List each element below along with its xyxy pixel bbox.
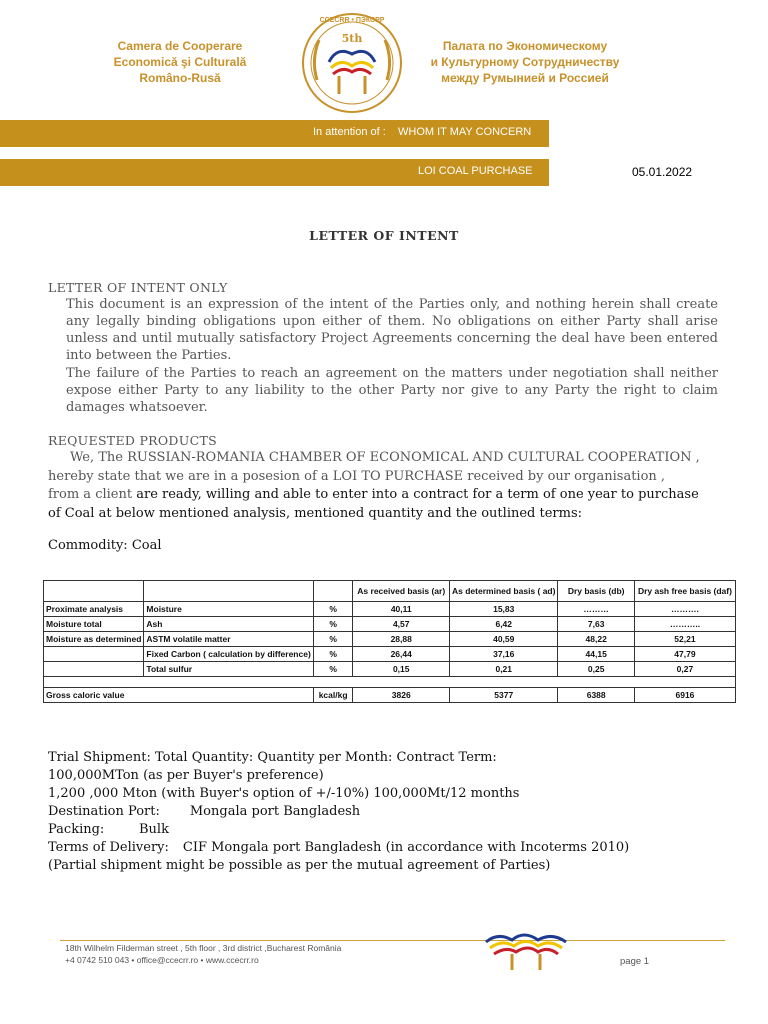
cell-value: 37,16 xyxy=(450,647,558,662)
row-group xyxy=(44,662,144,677)
products-heading: REQUESTED PRODUCTS xyxy=(48,433,217,448)
row-group: Moisture total xyxy=(44,617,144,632)
cell-value: 6916 xyxy=(634,688,735,703)
row-unit: % xyxy=(313,617,353,632)
row-group: Moisture as determined xyxy=(44,632,144,647)
table-row-gross-caloric xyxy=(44,688,736,703)
loi-paragraph-1: This document is an expression of the intent of the Parties only, and nothing herein shall create any legally binding obligations upon either of them. No obligations on either Party shall arise unless and until mutually satisfactory Project Agreements concerning the deal have been entered into between the Parties. xyxy=(66,297,718,363)
table-row xyxy=(44,647,736,662)
destination-port-line xyxy=(48,803,728,821)
cell-value: 0,27 xyxy=(634,662,735,677)
cell-value: ……….. xyxy=(634,617,735,632)
logo-ring-text: CCECRR • ПЭКСРР xyxy=(319,17,385,24)
chamber-logo xyxy=(297,10,407,116)
products-line-4: of Coal at below mentioned analysis, mentioned quantity and the outlined terms: xyxy=(48,505,583,521)
footer-contact xyxy=(65,942,341,966)
cell-value: 15,83 xyxy=(450,602,558,617)
cell-value: 48,22 xyxy=(558,632,634,647)
delivery-note: (in accordance with Incoterms 2010) xyxy=(381,840,630,855)
delivery-label: Terms of Delivery: xyxy=(48,840,169,855)
loi-heading: LETTER OF INTENT ONLY xyxy=(48,280,228,295)
row-unit: kcal/kg xyxy=(313,688,353,703)
row-unit: % xyxy=(313,602,353,617)
logo-badge: 5th xyxy=(341,32,363,45)
row-param: ASTM volatile matter xyxy=(144,632,313,647)
footer-address: 18th Wilhelm Filderman street , 5th floor , 3rd district ,Bucharest România xyxy=(65,943,342,953)
table-spacer-row xyxy=(44,677,736,688)
column-header: Dry ash free basis (daf) xyxy=(634,581,735,602)
terms-line-2: 100,000MTon (as per Buyer's preference) xyxy=(48,768,324,783)
delivery-line xyxy=(48,839,728,857)
attention-label: In attention of : xyxy=(313,126,386,138)
loi-paragraph-2: The failure of the Parties to reach an agreement on the matters under negotiation shall neither expose either Party to any liability to the other Party nor give to any Party the right to claim damages whatsoever. xyxy=(66,366,718,415)
cell-value: ……… xyxy=(558,602,634,617)
cell-value: 52,21 xyxy=(634,632,735,647)
row-unit: % xyxy=(313,662,353,677)
row-unit: % xyxy=(313,647,353,662)
row-param: Total sulfur xyxy=(144,662,313,677)
subject-text: LOI COAL PURCHASE xyxy=(418,165,533,177)
table-row xyxy=(44,662,736,677)
products-line-3b: are ready, willing and able to enter into a contract for a term of one year to purchase xyxy=(132,487,699,502)
cell-value: 3826 xyxy=(353,688,450,703)
subject-band xyxy=(0,159,549,186)
column-header: As received basis (ar) xyxy=(353,581,450,602)
port-label: Destination Port: xyxy=(48,804,160,819)
products-line-1: We, The RUSSIAN-ROMANIA CHAMBER OF ECONOMICAL AND CULTURAL COOPERATION , xyxy=(70,450,700,465)
row-group: Proximate analysis xyxy=(44,602,144,617)
delivery-value: CIF Mongala port Bangladesh xyxy=(182,840,382,855)
commodity-line: Commodity: Coal xyxy=(48,538,162,553)
cell-value: 6388 xyxy=(558,688,634,703)
column-header: Dry basis (db) xyxy=(558,581,634,602)
table-row xyxy=(44,617,736,632)
footer-divider xyxy=(60,940,725,941)
cell-value: 40,11 xyxy=(353,602,450,617)
cell-value: ………. xyxy=(634,602,735,617)
contract-terms xyxy=(48,749,728,875)
terms-line-3: 1,200 ,000 Mton (with Buyer's option of +/-10%) 100,000Mt/12 months xyxy=(48,786,520,801)
row-param: Ash xyxy=(144,617,313,632)
partial-shipment-note: (Partial shipment might be possible as per the mutual agreement of Parties) xyxy=(48,858,551,873)
cell-value: 0,15 xyxy=(353,662,450,677)
row-group xyxy=(44,647,144,662)
row-group: Gross caloric value xyxy=(44,688,314,703)
row-param: Fixed Carbon ( calculation by difference) xyxy=(144,647,313,662)
page-number: page 1 xyxy=(620,956,650,967)
table-row xyxy=(44,602,736,617)
document-title: LETTER OF INTENT xyxy=(309,228,459,243)
products-statement xyxy=(48,449,718,523)
coal-spec-table xyxy=(43,580,736,703)
cell-value: 4,57 xyxy=(353,617,450,632)
cell-value: 6,42 xyxy=(450,617,558,632)
terms-line-1: Trial Shipment: Total Quantity: Quantity per Month: Contract Term: xyxy=(48,750,497,765)
cell-value: 26,44 xyxy=(353,647,450,662)
column-header: As determined basis ( ad) xyxy=(450,581,558,602)
cell-value: 0,21 xyxy=(450,662,558,677)
cell-value: 44,15 xyxy=(558,647,634,662)
org-name-romanian: Camera de Cooperare Economică şi Culturală Româno-Rusă xyxy=(113,39,247,85)
products-line-3 xyxy=(48,486,718,505)
org-name-russian: Палата по Экономическому и Культурному Сотрудничеству между Румынией и Россией xyxy=(430,39,620,85)
attention-band xyxy=(0,120,549,147)
cell-value: 28,88 xyxy=(353,632,450,647)
port-value: Mongala port Bangladesh xyxy=(189,804,361,819)
cell-value: 40,59 xyxy=(450,632,558,647)
packing-value: Bulk xyxy=(139,822,169,837)
footer-logo xyxy=(478,928,573,974)
footer-contact-line: +4 0742 510 043 • office@ccecrr.ro • www.ccecrr.ro xyxy=(65,955,259,965)
row-param: Moisture xyxy=(144,602,313,617)
cell-value: 5377 xyxy=(450,688,558,703)
row-unit: % xyxy=(313,632,353,647)
products-line-3a: from a client xyxy=(48,487,133,502)
cell-value: 7,63 xyxy=(558,617,634,632)
cell-value: 0,25 xyxy=(558,662,634,677)
packing-label: Packing: xyxy=(48,822,105,837)
letter-date: 05.01.2022 xyxy=(632,165,693,179)
packing-line xyxy=(48,821,728,839)
table-header-row xyxy=(44,581,736,602)
cell-value: 47,79 xyxy=(634,647,735,662)
attention-value: WHOM IT MAY CONCERN xyxy=(398,126,532,138)
products-line-2: hereby state that we are in a posesion of a LOI TO PURCHASE received by our organisation , xyxy=(48,468,666,484)
table-row xyxy=(44,632,736,647)
